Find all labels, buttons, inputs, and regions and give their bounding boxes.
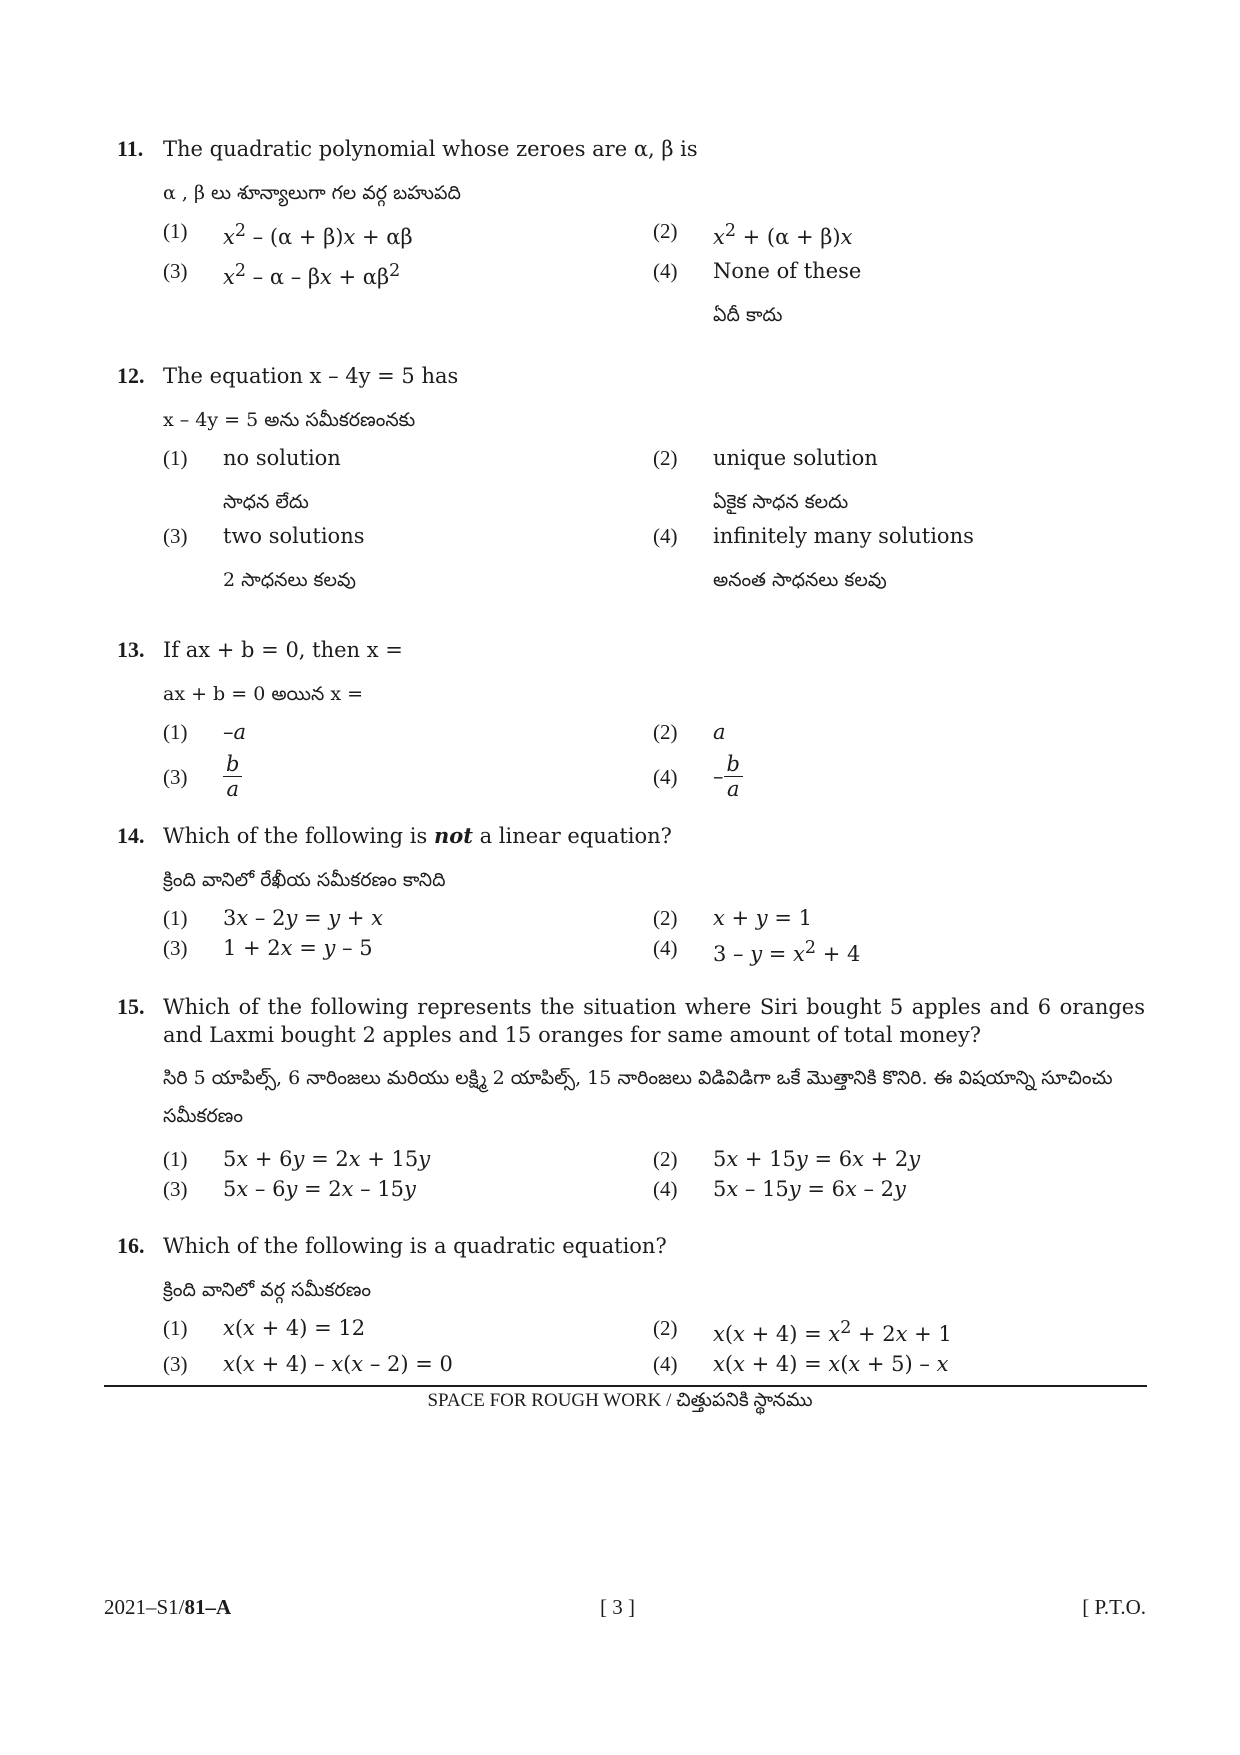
option-number: (4)	[653, 524, 678, 548]
fraction	[724, 752, 743, 801]
question-telugu: ax + b = 0 అయిన x =	[163, 683, 364, 705]
option-1[interactable]	[163, 904, 653, 932]
option-telugu: 2 సాధనలు కలవు	[223, 569, 356, 591]
option-1[interactable]	[163, 718, 653, 746]
question-telugu: క్రింది వానిలో వర్గ సమీకరణం	[163, 1279, 372, 1301]
option-1[interactable]	[163, 1314, 653, 1348]
option-3[interactable]	[163, 934, 653, 968]
option-number: (2)	[653, 446, 678, 470]
option-text: no solution	[223, 446, 341, 470]
option-text: x(x + 4) = x(x + 5) – x	[713, 1352, 949, 1376]
option-2[interactable]	[653, 718, 1145, 746]
option-number: (2)	[653, 1316, 678, 1340]
option-number: (3)	[163, 524, 188, 548]
option-2[interactable]	[653, 1314, 1145, 1348]
question-telugu: క్రింది వానిలో రేఖీయ సమీకరణం కానిది	[163, 869, 446, 891]
option-4[interactable]	[653, 1175, 1145, 1203]
option-text: 5x – 6y = 2x – 15y	[223, 1177, 416, 1201]
option-number: (1)	[163, 1316, 188, 1340]
option-number: (1)	[163, 720, 188, 744]
question-emphasis: not	[433, 823, 473, 848]
option-text: 5x + 15y = 6x + 2y	[713, 1147, 921, 1171]
option-text: x(x + 4) – x(x – 2) = 0	[223, 1352, 453, 1376]
question-text-part: a linear equation?	[472, 824, 672, 848]
option-text: infinitely many solutions	[713, 524, 974, 548]
option-1[interactable]	[163, 444, 653, 516]
question-text-part: Which of the following is	[163, 824, 434, 848]
option-number: (1)	[163, 1147, 188, 1171]
question-text: The equation x – 4y = 5 has	[163, 364, 459, 388]
option-1[interactable]	[163, 1145, 653, 1173]
question-number: 11.	[117, 136, 144, 161]
option-3[interactable]	[163, 522, 653, 594]
option-4[interactable]	[653, 752, 1145, 801]
question-telugu: x – 4y = 5 అను సమీకరణంనకు	[163, 409, 416, 431]
option-number: (2)	[653, 219, 678, 243]
option-text: 5x + 6y = 2x + 15y	[223, 1147, 431, 1171]
option-telugu: అనంత సాధనలు కలవు	[713, 569, 887, 591]
fraction-numerator: b	[223, 752, 242, 777]
option-number: (2)	[653, 906, 678, 930]
option-text: x(x + 4) = 12	[223, 1316, 366, 1340]
pto-label: [ P.T.O.	[1082, 1595, 1146, 1619]
option-text: –a	[223, 720, 247, 744]
question-13	[117, 636, 1145, 801]
option-telugu: ఏదీ కాదు	[713, 304, 783, 326]
option-number: (3)	[163, 936, 188, 960]
option-text: None of these	[713, 259, 862, 283]
fraction-numerator: b	[724, 752, 743, 777]
question-text	[163, 822, 1145, 850]
question-number: 13.	[117, 637, 145, 662]
option-number: (4)	[653, 936, 678, 960]
options	[163, 1314, 1145, 1378]
option-text: $x^2 - \alpha - \beta x + \alpha\beta^2$	[223, 261, 401, 289]
footer-code-bold: 81–A	[184, 1595, 232, 1619]
option-1[interactable]	[163, 217, 653, 251]
option-text: 3x – 2y = y + x	[223, 906, 383, 930]
question-15	[117, 993, 1145, 1203]
question-12	[117, 362, 1145, 594]
option-text: $3 - y = x^2 + 4$	[713, 938, 861, 966]
option-number: (1)	[163, 219, 188, 243]
option-2[interactable]	[653, 904, 1145, 932]
option-telugu: ఏకైక సాధన కలదు	[713, 491, 849, 513]
option-number: (4)	[653, 764, 678, 789]
option-text: a	[713, 720, 726, 744]
option-text: x + y = 1	[713, 906, 812, 930]
option-number: (4)	[653, 259, 678, 283]
option-2[interactable]	[653, 217, 1145, 251]
option-number: (1)	[163, 446, 188, 470]
option-number: (2)	[653, 1147, 678, 1171]
option-4[interactable]	[653, 257, 1145, 329]
question-telugu: α , β లు శూన్యాలుగా గల వర్గ బహుపది	[163, 182, 461, 204]
option-4[interactable]	[653, 1350, 1145, 1378]
option-number: (3)	[163, 1177, 188, 1201]
fraction	[223, 752, 242, 801]
option-text: 1 + 2x = y – 5	[223, 936, 373, 960]
question-16	[117, 1232, 1145, 1378]
options	[163, 718, 1145, 801]
option-4[interactable]	[653, 522, 1145, 594]
option-text: $x^2 + (\alpha + \beta)x$	[713, 221, 853, 249]
option-3[interactable]	[163, 1350, 653, 1378]
option-number: (2)	[653, 720, 678, 744]
question-number: 15.	[117, 994, 145, 1019]
question-number: 12.	[117, 363, 145, 388]
options	[163, 444, 1145, 594]
page-number: [ 3 ]	[600, 1595, 635, 1619]
option-text: two solutions	[223, 524, 365, 548]
options	[163, 217, 1145, 329]
question-number: 14.	[117, 823, 145, 848]
question-text: If ax + b = 0, then x =	[163, 638, 403, 662]
rough-work-label: SPACE FOR ROUGH WORK / చిత్తుపనికి స్థానము	[427, 1390, 813, 1411]
fraction-sign: –	[713, 764, 724, 789]
option-text: 5x – 15y = 6x – 2y	[713, 1177, 906, 1201]
option-3[interactable]	[163, 257, 653, 329]
option-2[interactable]	[653, 444, 1145, 516]
option-text: $x(x + 4) = x^2 + 2x + 1$	[713, 1318, 952, 1346]
options	[163, 904, 1145, 968]
option-3[interactable]	[163, 1175, 653, 1203]
question-telugu: సిరి 5 యాపిల్స్, 6 నారింజలు మరియు లక్ష్మి 2 యాపిల్స్, 15 నారింజలు విడివిడిగా ఒకే మొత్తానికి కొనిరి. ఈ విషయాన్ని సూచించు సమీకరణం	[163, 1067, 1113, 1127]
question-text: Which of the following represents the situation where Siri bought 5 apples and 6 oranges and Laxmi bought 2 apples and 15 oranges for same amount of total money?	[163, 995, 1145, 1047]
options	[163, 1145, 1145, 1203]
option-text: unique solution	[713, 446, 878, 470]
question-11	[117, 135, 1145, 329]
option-number: (3)	[163, 1352, 188, 1376]
option-number: (1)	[163, 906, 188, 930]
question-text: The quadratic polynomial whose zeroes are α, β is	[163, 137, 698, 161]
option-number: (4)	[653, 1352, 678, 1376]
option-number: (3)	[163, 764, 188, 789]
question-text: Which of the following is a quadratic equation?	[163, 1234, 667, 1258]
option-text: $x^2 - (\alpha + \beta)x + \alpha\beta$	[223, 221, 413, 249]
option-2[interactable]	[653, 1145, 1145, 1173]
option-number: (3)	[163, 259, 188, 283]
footer-code	[104, 1595, 231, 1620]
fraction-denominator: a	[726, 777, 740, 801]
footer-code-prefix: 2021–S1/	[104, 1595, 185, 1619]
option-telugu: సాధన లేదు	[223, 491, 309, 513]
question-14	[117, 822, 1145, 968]
option-3[interactable]	[163, 752, 653, 801]
fraction-denominator: a	[226, 777, 239, 801]
option-number: (4)	[653, 1177, 678, 1201]
option-4[interactable]	[653, 934, 1145, 968]
question-number: 16.	[117, 1233, 145, 1258]
rough-work-divider	[104, 1385, 1147, 1387]
